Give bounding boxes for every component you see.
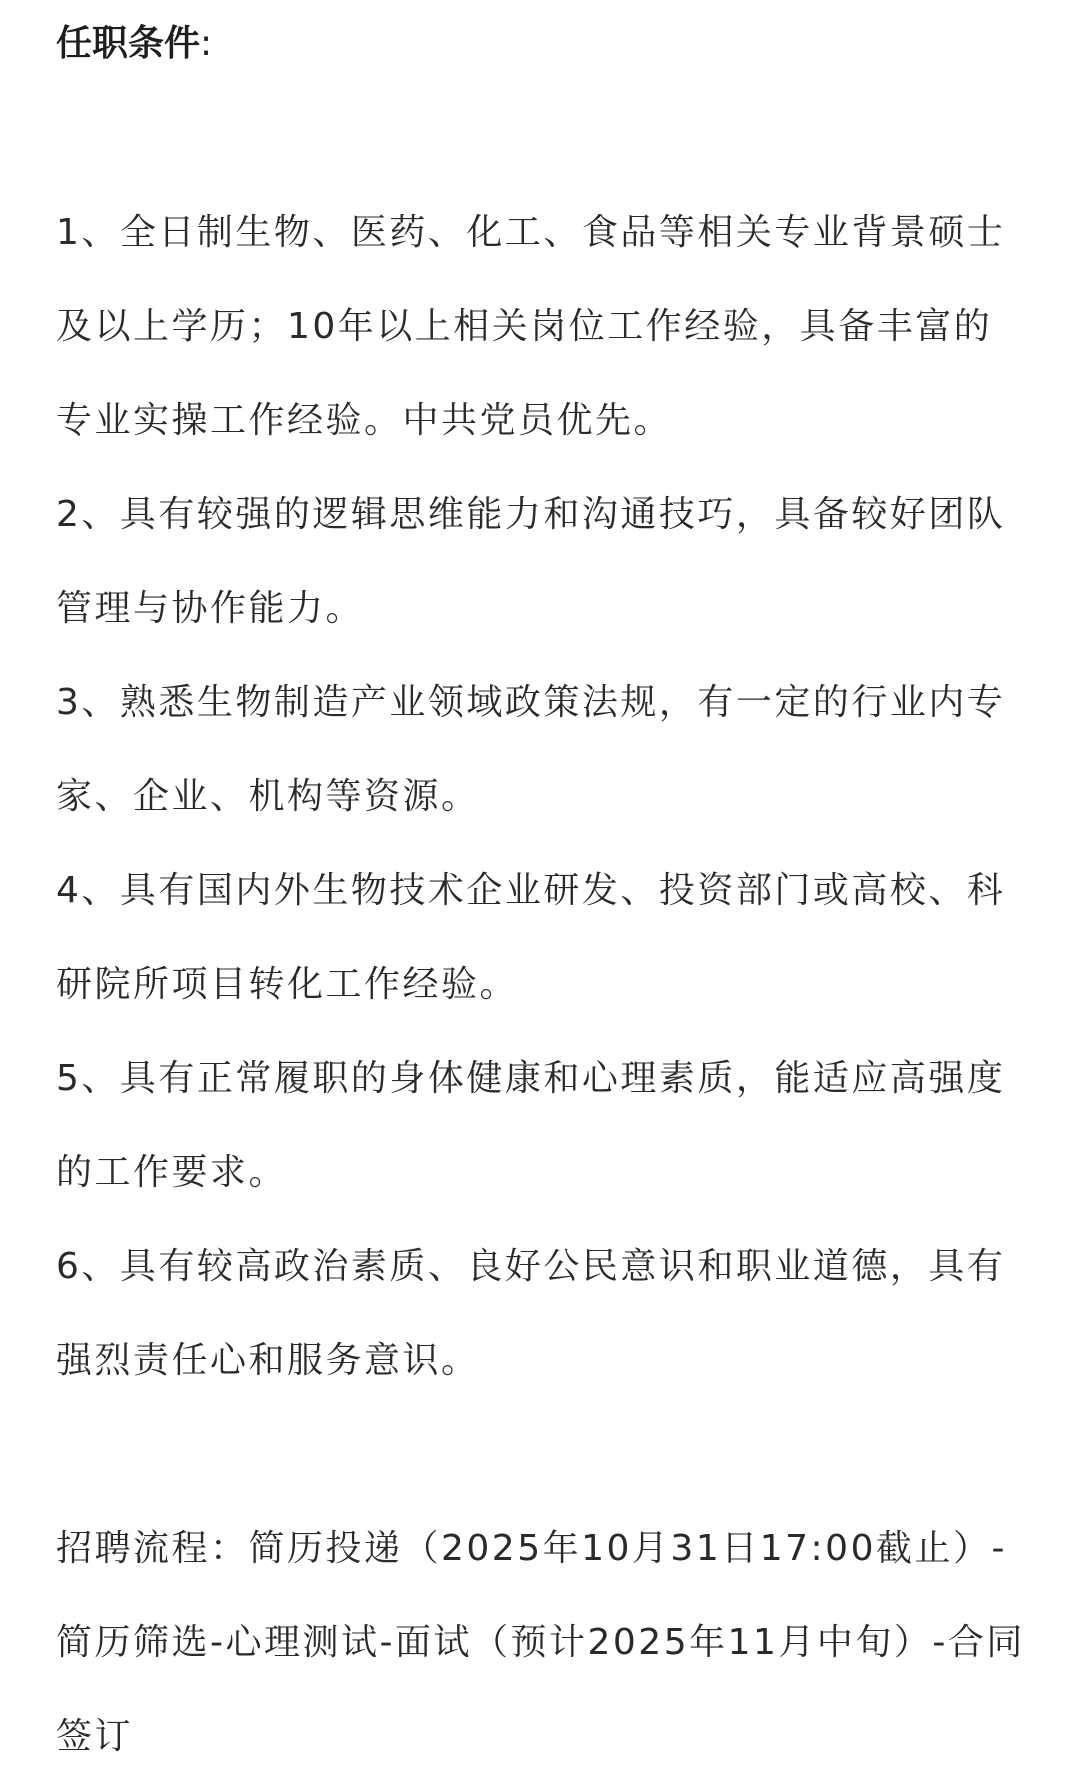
requirement-item-5: 5、具有正常履职的身体健康和心理素质，能适应高强度的工作要求。 [56,1058,1006,1193]
heading-colon: : [200,23,213,64]
requirement-item-4: 4、具有国内外生物技术企业研发、投资部门或高校、科研院所项目转化工作经验。 [56,870,1006,1005]
heading-title: 任职条件 [56,23,201,64]
requirement-item-3: 3、熟悉生物制造产业领域政策法规，有一定的行业内专家、企业、机构等资源。 [56,682,1006,817]
recruitment-process: 招聘流程：简历投递（2025年10月31日17:00截止）-简历筛选-心理测试-面试（预计2025年11月中旬）-合同签订 [56,1528,1025,1757]
requirements-list [56,186,1026,1408]
requirement-item-2: 2、具有较强的逻辑思维能力和沟通技巧，具备较好团队管理与协作能力。 [56,494,1006,629]
requirement-item-1: 1、全日制生物、医药、化工、食品等相关专业背景硕士及以上学历；10年以上相关岗位工作经验，具备丰富的专业实操工作经验。中共党员优先。 [56,212,1006,441]
section-heading [56,20,1026,68]
spacer [56,68,1026,186]
document-body [56,20,1026,1784]
requirement-item-6: 6、具有较高政治素质、良好公民意识和职业道德，具有强烈责任心和服务意识。 [56,1246,1006,1381]
spacer [56,1408,1026,1502]
